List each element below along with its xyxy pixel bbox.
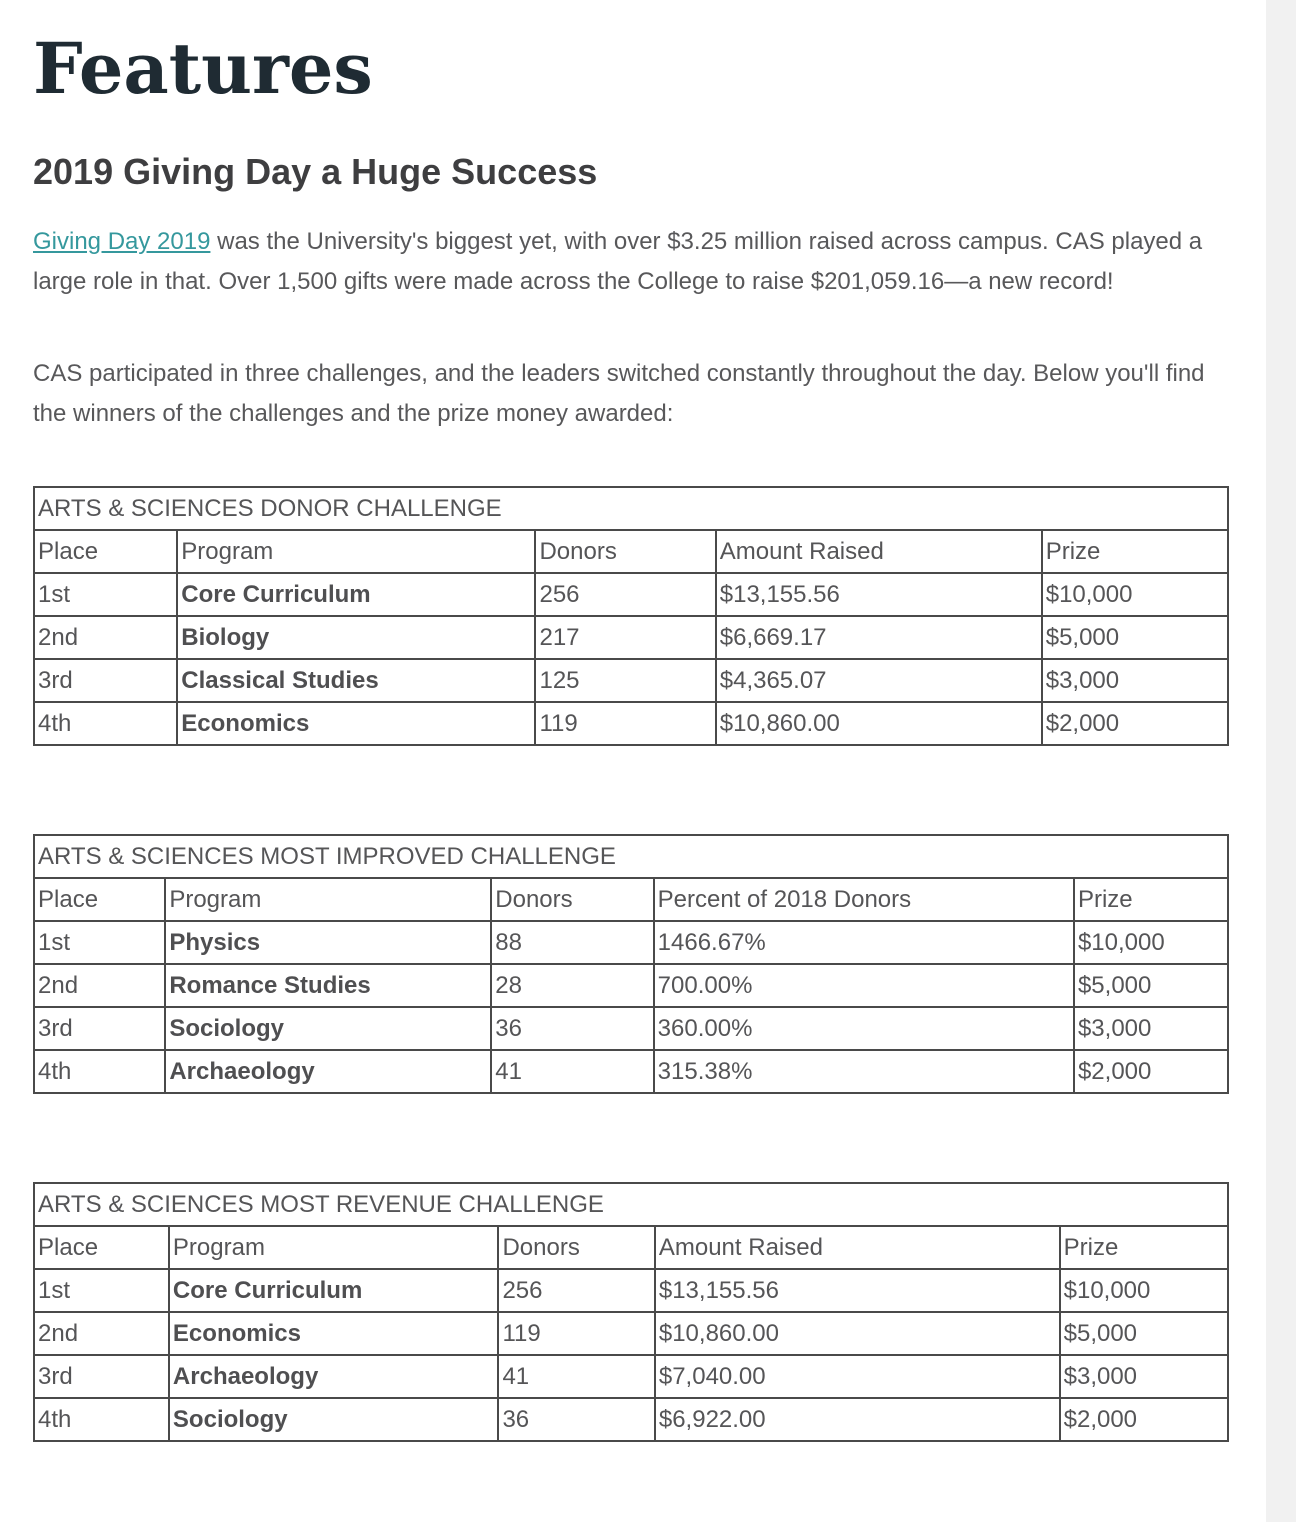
table-cell: 28 (491, 964, 653, 1007)
table-cell: $6,922.00 (655, 1398, 1060, 1441)
table-cell: 4th (34, 702, 177, 745)
table-cell: $7,040.00 (655, 1355, 1060, 1398)
program-cell: Core Curriculum (177, 573, 535, 616)
table-cell: $2,000 (1060, 1398, 1228, 1441)
program-cell: Core Curriculum (169, 1269, 499, 1312)
table-row (34, 1050, 1228, 1093)
program-cell: Economics (169, 1312, 499, 1355)
table-row (34, 1007, 1228, 1050)
program-cell: Biology (177, 616, 535, 659)
column-header-amount-raised: Amount Raised (716, 530, 1042, 573)
table-cell: 315.38% (654, 1050, 1074, 1093)
table-cell: 4th (34, 1398, 169, 1441)
table-row (34, 659, 1228, 702)
table-row (34, 1269, 1228, 1312)
table-cell: $5,000 (1060, 1312, 1228, 1355)
table-cell: 119 (535, 702, 715, 745)
table-row (34, 1312, 1228, 1355)
table-cell: 256 (535, 573, 715, 616)
table-cell: 125 (535, 659, 715, 702)
table-header-row (34, 530, 1228, 573)
table-cell: 256 (498, 1269, 654, 1312)
donor-challenge-table (33, 486, 1229, 746)
program-cell: Sociology (165, 1007, 491, 1050)
table-row (34, 616, 1228, 659)
table-cell: 41 (498, 1355, 654, 1398)
table-row (34, 921, 1228, 964)
table-cell: 4th (34, 1050, 165, 1093)
program-cell: Sociology (169, 1398, 499, 1441)
table-cell: 2nd (34, 1312, 169, 1355)
intro-paragraph (33, 222, 1228, 302)
program-cell: Economics (177, 702, 535, 745)
table-cell: $10,860.00 (716, 702, 1042, 745)
table-cell: 119 (498, 1312, 654, 1355)
table-cell: $3,000 (1042, 659, 1228, 702)
table-cell: 3rd (34, 1007, 165, 1050)
table-cell: 1st (34, 1269, 169, 1312)
table-cell: 41 (491, 1050, 653, 1093)
column-header-place: Place (34, 530, 177, 573)
table-cell: 1st (34, 921, 165, 964)
table-cell: $5,000 (1042, 616, 1228, 659)
table-cell: 3rd (34, 659, 177, 702)
column-header-program: Program (169, 1226, 499, 1269)
table-caption: ARTS & SCIENCES MOST IMPROVED CHALLENGE (34, 835, 1228, 878)
table-cell: 700.00% (654, 964, 1074, 1007)
table-cell: $5,000 (1074, 964, 1228, 1007)
table-cell: $10,000 (1074, 921, 1228, 964)
table-cell: 2nd (34, 616, 177, 659)
column-header-donors: Donors (491, 878, 653, 921)
intro-paragraph-text: was the University's biggest yet, with over $3.25 million raised across campus. CAS played a large role in that. Over 1,500 gifts were made across the College to raise $201,059.16—a new record! (33, 227, 1203, 295)
program-cell: Romance Studies (165, 964, 491, 1007)
table-cell: 36 (498, 1398, 654, 1441)
table-cell: $6,669.17 (716, 616, 1042, 659)
table-cell: $3,000 (1060, 1355, 1228, 1398)
column-header-prize: Prize (1074, 878, 1228, 921)
column-header-prize: Prize (1042, 530, 1228, 573)
page-title: Features (33, 27, 373, 110)
table-cell: 1466.67% (654, 921, 1074, 964)
table-cell: 2nd (34, 964, 165, 1007)
column-header-program: Program (165, 878, 491, 921)
table-cell: 360.00% (654, 1007, 1074, 1050)
scrollbar-track[interactable] (1266, 0, 1296, 1522)
table-cell: $3,000 (1074, 1007, 1228, 1050)
table-cell: 88 (491, 921, 653, 964)
table-header-row (34, 1226, 1228, 1269)
table-row (34, 702, 1228, 745)
column-header-place: Place (34, 878, 165, 921)
table-cell: 3rd (34, 1355, 169, 1398)
column-header-amount-raised: Amount Raised (655, 1226, 1060, 1269)
table-row (34, 964, 1228, 1007)
table-cell: 1st (34, 573, 177, 616)
table-cell: $10,000 (1060, 1269, 1228, 1312)
table-cell: $10,000 (1042, 573, 1228, 616)
table-cell: $13,155.56 (655, 1269, 1060, 1312)
table-row (34, 573, 1228, 616)
column-header-donors: Donors (535, 530, 715, 573)
table-cell: 36 (491, 1007, 653, 1050)
most-improved-challenge-table (33, 834, 1229, 1094)
table-cell: $10,860.00 (655, 1312, 1060, 1355)
table-caption: ARTS & SCIENCES MOST REVENUE CHALLENGE (34, 1183, 1228, 1226)
giving-day-link[interactable]: Giving Day 2019 (33, 227, 211, 255)
column-header-percent-of-2018-donors: Percent of 2018 Donors (654, 878, 1074, 921)
challenges-paragraph: CAS participated in three challenges, and the leaders switched constantly throughout the day. Below you'll find the winners of the challenges and the prize money awarded: (33, 359, 1205, 427)
program-cell: Archaeology (165, 1050, 491, 1093)
table-row (34, 1398, 1228, 1441)
program-cell: Classical Studies (177, 659, 535, 702)
table-cell: 217 (535, 616, 715, 659)
program-cell: Archaeology (169, 1355, 499, 1398)
article-title: 2019 Giving Day a Huge Success (33, 151, 598, 193)
column-header-place: Place (34, 1226, 169, 1269)
table-caption: ARTS & SCIENCES DONOR CHALLENGE (34, 487, 1228, 530)
table-cell: $2,000 (1042, 702, 1228, 745)
table-header-row (34, 878, 1228, 921)
table-row (34, 1355, 1228, 1398)
column-header-program: Program (177, 530, 535, 573)
program-cell: Physics (165, 921, 491, 964)
table-cell: $13,155.56 (716, 573, 1042, 616)
most-revenue-challenge-table (33, 1182, 1229, 1442)
column-header-donors: Donors (498, 1226, 654, 1269)
table-cell: $2,000 (1074, 1050, 1228, 1093)
column-header-prize: Prize (1060, 1226, 1228, 1269)
table-cell: $4,365.07 (716, 659, 1042, 702)
